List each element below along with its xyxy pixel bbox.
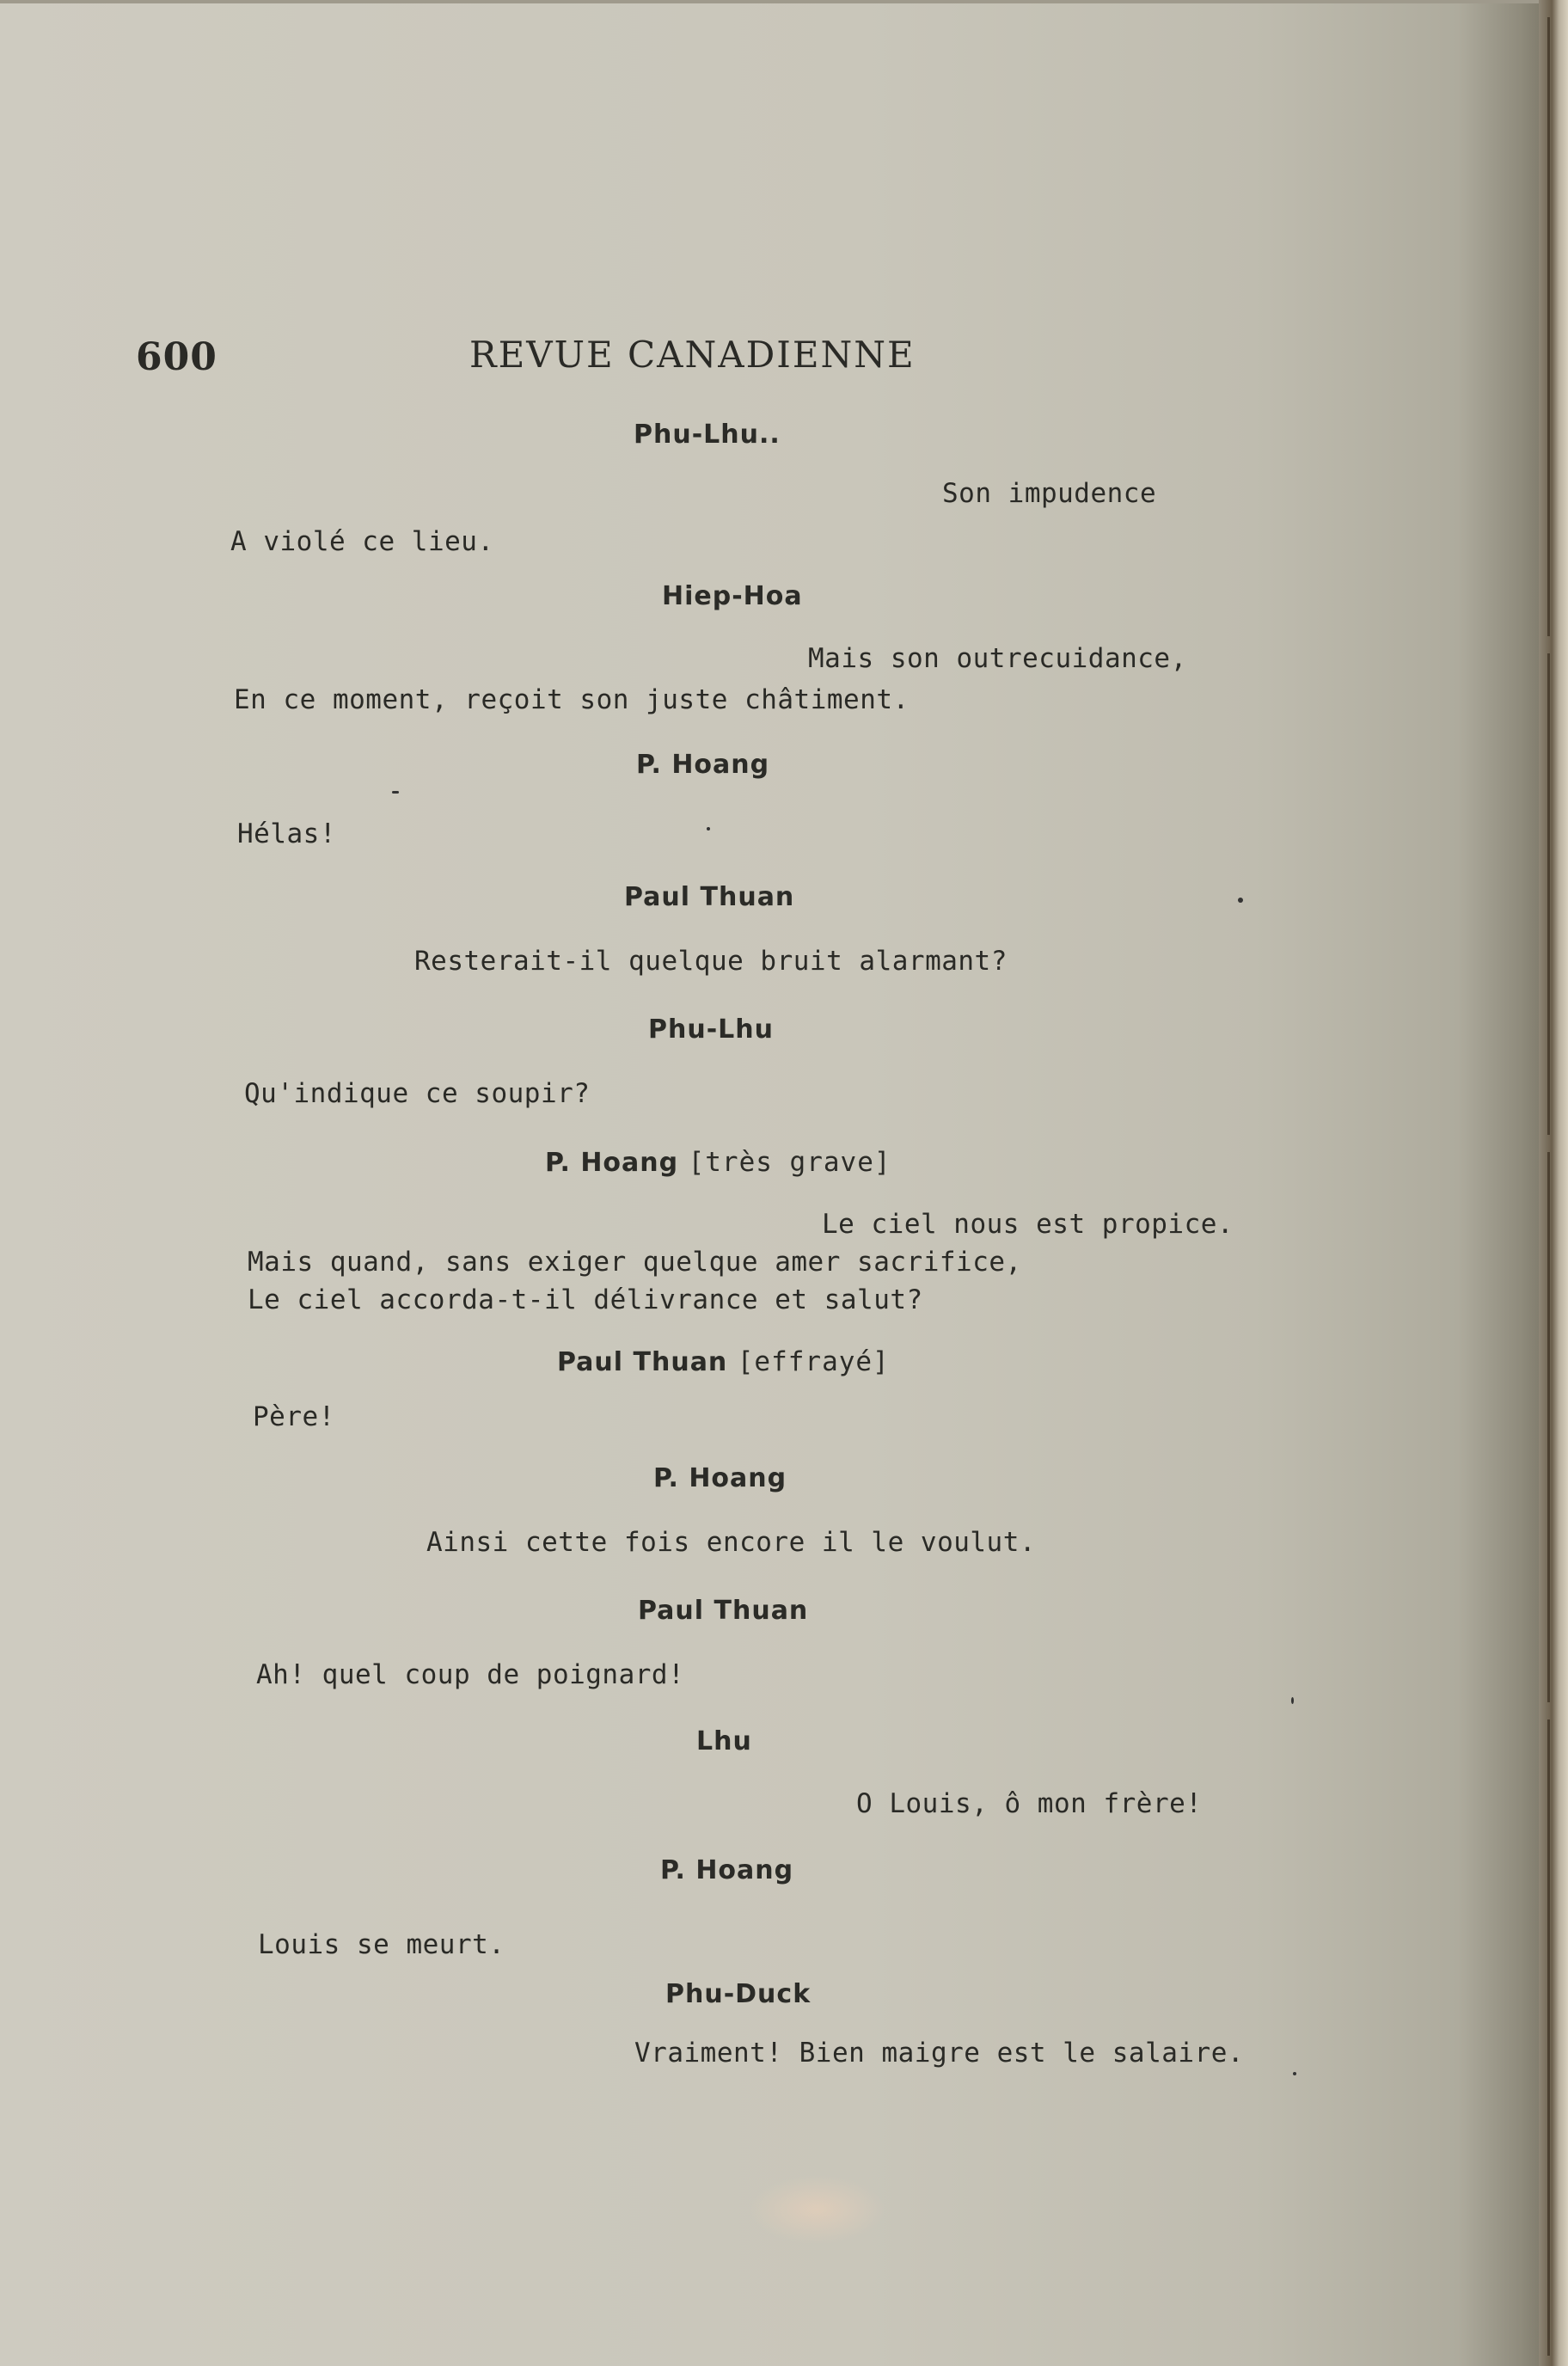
running-head: REVUE CANADIENNE	[469, 334, 916, 376]
verse-line: Mais son outrecuidance,	[808, 643, 1187, 674]
edge-line	[1547, 653, 1550, 1135]
speaker-name: Phu-Lhu	[648, 1014, 774, 1045]
page-edge	[1539, 0, 1568, 2366]
speaker-name: P. Hoang	[660, 1855, 794, 1885]
speaker-name: Phu-Duck	[665, 1979, 812, 2009]
verse-line: Le ciel nous est propice.	[822, 1209, 1234, 1240]
verse-line: Le ciel accorda-t-il délivrance et salut?	[248, 1284, 923, 1315]
speaker-name: P. Hoang	[653, 1463, 787, 1493]
speaker-name: P. Hoang	[636, 750, 770, 780]
verse-line: Vraiment! Bien maigre est le salaire.	[634, 2038, 1245, 2069]
verse-line: Son impudence	[942, 478, 1157, 509]
verse-line: Ainsi cette fois encore il le voulut.	[426, 1527, 1037, 1558]
verse-line: O Louis, ô mon frère!	[856, 1788, 1203, 1819]
verse-line: Ah! quel coup de poignard!	[256, 1659, 685, 1690]
speaker-name: Paul Thuan	[624, 882, 795, 912]
verse-line: Louis se meurt.	[258, 1929, 505, 1960]
stage-direction: [effrayé]	[737, 1346, 890, 1377]
speaker-name: P. Hoang	[545, 1148, 679, 1178]
speaker-with-direction	[557, 1346, 890, 1377]
ink-speck	[707, 827, 710, 831]
verse-line: Resterait-il quelque bruit alarmant?	[414, 946, 1008, 977]
verse-line: A violé ce lieu.	[230, 526, 494, 557]
speaker-name: Lhu	[696, 1726, 752, 1756]
speaker-with-direction	[545, 1147, 891, 1178]
page-number: 600	[136, 335, 217, 379]
edge-line	[1547, 1719, 1550, 2356]
top-edge-line	[0, 0, 1539, 3]
verse-line: Qu'indique ce soupir?	[244, 1078, 591, 1109]
verse-line: Hélas!	[237, 818, 336, 849]
verse-line: Père!	[253, 1401, 335, 1432]
ink-speck	[1291, 1697, 1294, 1704]
paper-smudge	[748, 2175, 885, 2244]
speaker-name: Phu-Lhu..	[634, 420, 781, 450]
speaker-name: Paul Thuan	[557, 1347, 728, 1377]
stage-direction: [très grave]	[688, 1147, 891, 1178]
verse-line: Mais quand, sans exiger quelque amer sacrifice,	[248, 1247, 1022, 1278]
ink-speck	[1293, 2072, 1296, 2075]
ink-speck	[1238, 898, 1243, 903]
speaker-name: Hiep-Hoa	[662, 581, 803, 611]
verse-line: En ce moment, reçoit son juste châtiment.	[234, 684, 910, 715]
speaker-name: Paul Thuan	[638, 1596, 809, 1626]
edge-line	[1547, 17, 1550, 636]
ink-speck	[392, 791, 399, 794]
edge-line	[1547, 1152, 1550, 1702]
